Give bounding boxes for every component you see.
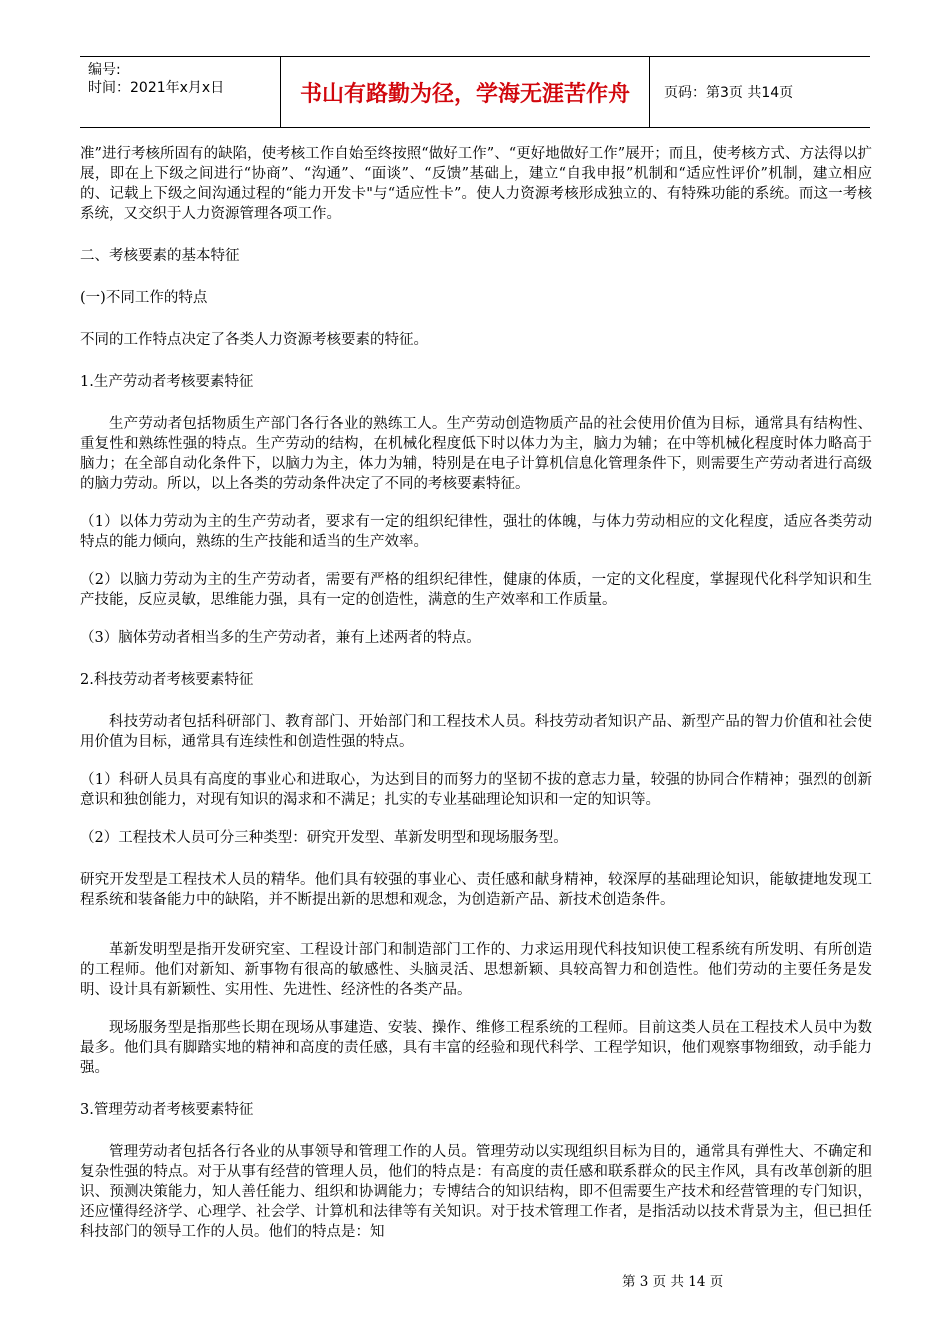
- paragraph: 管理劳动者包括各行各业的从事领导和管理工作的人员。管理劳动以实现组织目标为目的，通常具有弹性大、不确定和复杂性强的特点。对于从事有经营的管理人员，他们的特点是：有高度的责任感和联系群众的民主作风，具有改革创新的胆识、预测决策能力，知人善任能力、组织和协调能力；专博结合的知识结构，即不但需要生产技术和经营管理的专门知识，还应懂得经济学、心理学、社会学、计算机和法律等有关知识。对于技术管理工作者，是指活动以技术背景为主，但已担任科技部门的领导工作的人员。他们的特点是：知: [80, 1144, 872, 1240]
- subheading-tech: 2.科技劳动者考核要素特征: [80, 672, 254, 688]
- list-item: （2）以脑力劳动为主的生产劳动者，需要有严格的组织纪律性，健康的体质，一定的文化程度，掌握现代化科学知识和生产技能，反应灵敏，思维能力强，具有一定的创造性，满意的生产效率和工作质量。: [80, 572, 872, 608]
- paragraph: 不同的工作特点决定了各类人力资源考核要素的特征。: [80, 332, 428, 348]
- document-time: 时间：2021年x月x日: [88, 80, 225, 96]
- page-footer: 第 3 页 共 14 页: [622, 1274, 724, 1290]
- subsection-heading: (一)不同工作的特点: [80, 290, 208, 306]
- paragraph: 现场服务型是指那些长期在现场从事建造、安装、操作、维修工程系统的工程师。目前这类人员在工程技术人员中为数最多。他们具有脚踏实地的精神和高度的责任感，具有丰富的经验和现代科学、工程学知识，他们观察事物细致，动手能力强。: [80, 1020, 872, 1076]
- page-header: [80, 56, 870, 128]
- document-body: [80, 144, 872, 1242]
- header-meta: [80, 57, 281, 127]
- paragraph: 科技劳动者包括科研部门、教育部门、开始部门和工程技术人员。科技劳动者知识产品、新型产品的智力价值和社会使用价值为目标，通常具有连续性和创造性强的特点。: [80, 714, 872, 750]
- list-item: （1）以体力劳动为主的生产劳动者，要求有一定的组织纪律性，强壮的体魄，与体力劳动相应的文化程度，适应各类劳动特点的能力倾向，熟练的生产技能和适当的生产效率。: [80, 514, 872, 550]
- list-item: （2）工程技术人员可分三种类型：研究开发型、革新发明型和现场服务型。: [80, 830, 568, 846]
- paragraph: 生产劳动者包括物质生产部门各行各业的熟练工人。生产劳动创造物质产品的社会使用价值为目标，通常具有结构性、重复性和熟练性强的特点。生产劳动的结构，在机械化程度低下时以体力为主，脑力为辅；在中等机械化程度时体力略高于脑力；在全部自动化条件下，以脑力为主，体力为辅，特别是在电子计算机信息化管理条件下，则需要生产劳动者进行高级的脑力劳动。所以，以上各类的劳动条件决定了不同的考核要素特征。: [80, 416, 872, 492]
- document-number-label: 编号:: [88, 62, 121, 78]
- list-item: （3）脑体劳动者相当多的生产劳动者，兼有上述两者的特点。: [80, 630, 481, 646]
- subheading-management: 3.管理劳动者考核要素特征: [80, 1102, 254, 1118]
- header-motto: 书山有路勤为径，学海无涯苦作舟: [281, 57, 650, 127]
- paragraph: 研究开发型是工程技术人员的精华。他们具有较强的事业心、责任感和献身精神，较深厚的基础理论知识，能敏捷地发现工程系统和装备能力中的缺陷，并不断提出新的思想和观念，为创造新产品、新技术创造条件。: [80, 872, 872, 908]
- paragraph-continuation: 准”进行考核所固有的缺陷，使考核工作自始至终按照“做好工作”、“更好地做好工作”展开；而且，使考核方式、方法得以扩展，即在上下级之间进行“协商”、“沟通”、“面谈”、“反馈”基础上，建立“自我申报”机制和“适应性评价”机制，建立相应的、记载上下级之间沟通过程的“能力开发卡"与“适应性卡”。使人力资源考核形成独立的、有特殊功能的系统。而这一考核系统，又交织于人力资源管理各项工作。: [80, 146, 872, 222]
- section-heading: 二、考核要素的基本特征: [80, 248, 240, 264]
- header-page-info: 页码：第3页 共14页: [664, 85, 794, 101]
- paragraph: 革新发明型是指开发研究室、工程设计部门和制造部门工作的、力求运用现代科技知识使工程系统有所发明、有所创造的工程师。他们对新知、新事物有很高的敏感性、头脑灵活、思想新颖、具较高智力和创造性。他们劳动的主要任务是发明、设计具有新颖性、实用性、先进性、经济性的各类产品。: [80, 942, 872, 998]
- list-item: （1）科研人员具有高度的事业心和进取心，为达到目的而努力的坚韧不拔的意志力量，较强的协同合作精神；强烈的创新意识和独创能力，对现有知识的渴求和不满足；扎实的专业基础理论知识和一定的知识等。: [80, 772, 872, 808]
- subheading-production: 1.生产劳动者考核要素特征: [80, 374, 254, 390]
